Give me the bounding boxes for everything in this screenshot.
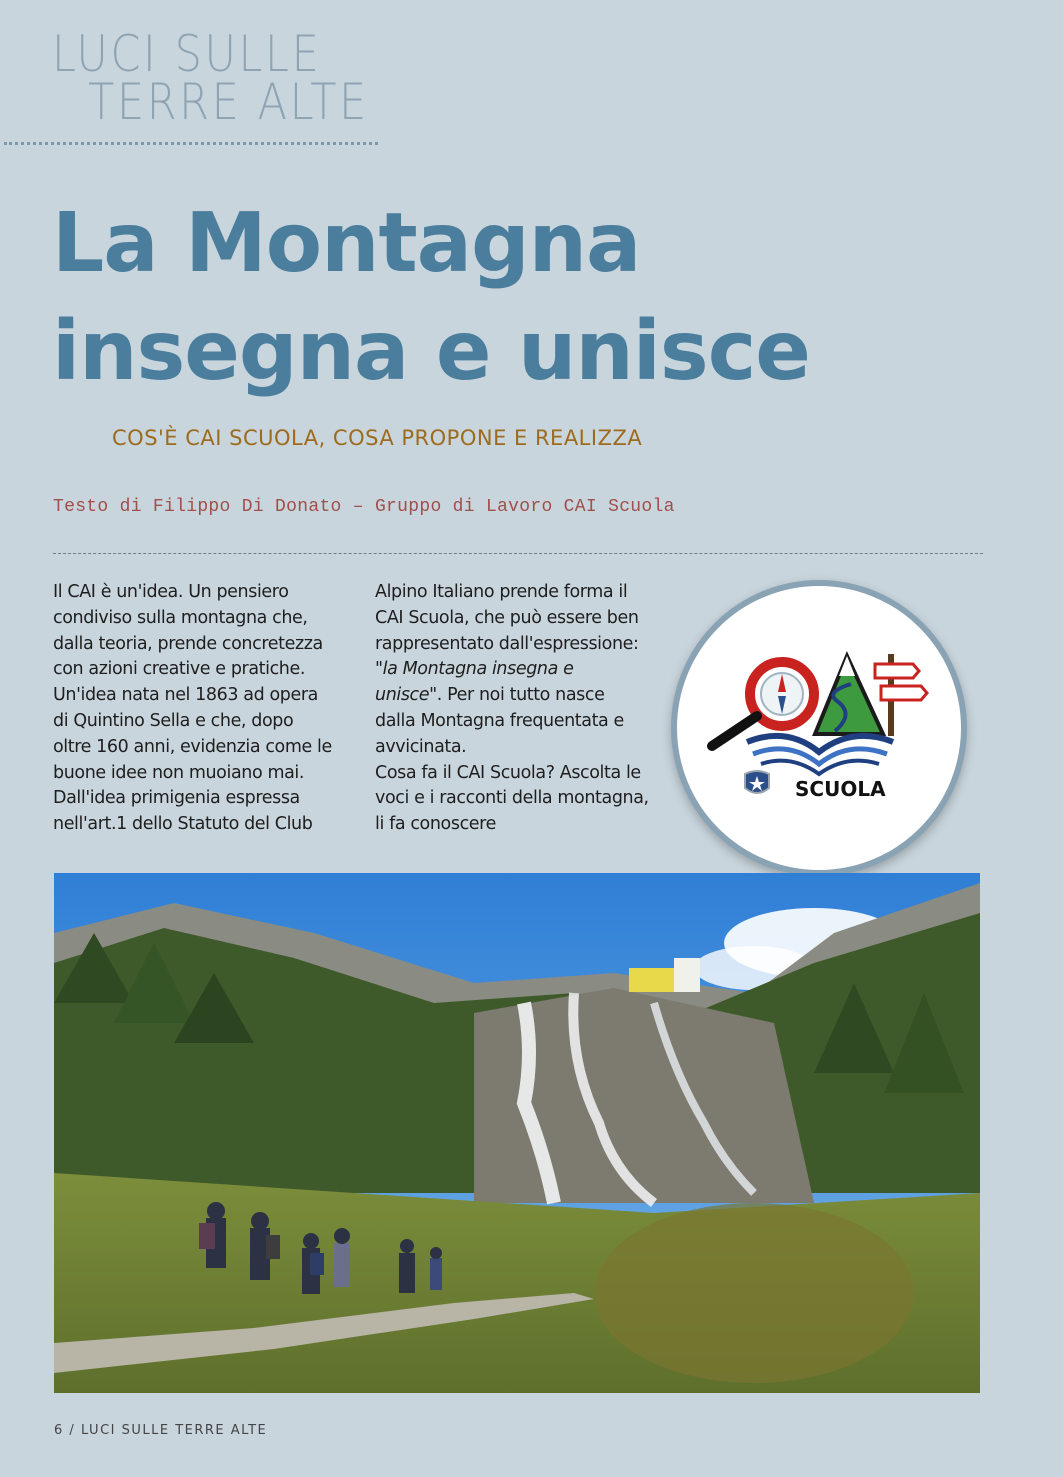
- cai-scuola-logo-graphic: [677, 586, 961, 870]
- cai-scuola-logo: [671, 580, 967, 876]
- body-line: Cosa fa il CAI Scuola? Ascolta le: [375, 762, 641, 783]
- body-line: voci e i racconti della montagna,: [375, 788, 649, 809]
- body-line: Il CAI è un'idea. Un pensiero: [53, 582, 289, 602]
- body-line-rest: ". Per noi tutto nasce: [429, 685, 605, 706]
- body-line: [375, 683, 665, 709]
- body-line: nell'art.1 dello Statuto del Club: [53, 814, 313, 835]
- body-line: dalla Montagna frequentata e: [375, 710, 624, 731]
- dotted-divider: [4, 142, 378, 145]
- magazine-title-line2: TERRE ALTE: [88, 73, 369, 131]
- body-line: di Quintino Sella e che, dopo: [53, 710, 294, 731]
- headline-line2: insegna e unisce: [52, 304, 810, 399]
- body-line: li fa conoscere: [375, 814, 496, 835]
- article-byline: Testo di Filippo Di Donato – Gruppo di Lavoro CAI Scuola: [53, 497, 675, 517]
- body-line: dalla teoria, prende concretezza: [53, 633, 323, 654]
- body-line: rappresentato dall'espressione:: [375, 633, 639, 654]
- headline-line1: La Montagna: [52, 196, 641, 291]
- footer-magazine-name: LUCI SULLE TERRE ALTE: [80, 1423, 268, 1438]
- body-line: buone idee non muoiano mai.: [53, 762, 305, 783]
- body-line: con azioni creative e pratiche.: [53, 659, 306, 680]
- footer-separator: /: [69, 1423, 76, 1438]
- dashed-divider: [53, 553, 983, 554]
- logo-scuola-text: SCUOLA: [795, 777, 886, 801]
- magazine-title: [52, 25, 369, 131]
- article-subtitle: COS'È CAI SCUOLA, COSA PROPONE E REALIZZA: [112, 426, 643, 450]
- body-line: Un'idea nata nel 1863 ad opera: [53, 685, 318, 706]
- body-line: avvicinata.: [375, 736, 467, 757]
- landscape-illustration: [54, 873, 980, 1393]
- body-line: [375, 657, 665, 683]
- body-line: oltre 160 anni, evidenzia come le: [53, 736, 332, 757]
- magazine-title-line1: LUCI SULLE: [52, 25, 322, 83]
- body-line: condiviso sulla montagna che,: [53, 607, 308, 628]
- body-column-2: [375, 580, 665, 838]
- quote-open: ": [375, 659, 383, 680]
- page-footer: [54, 1423, 267, 1438]
- article-headline: [52, 190, 952, 406]
- italic-motto-part1: la Montagna insegna e: [382, 659, 574, 680]
- italic-motto-part2: unisce: [375, 685, 430, 706]
- hero-photo-waterfall-hikers: [54, 873, 980, 1393]
- body-line: CAI Scuola, che può essere ben: [375, 607, 639, 628]
- body-line: Alpino Italiano prende forma il: [375, 582, 628, 602]
- page-number: 6: [54, 1423, 64, 1438]
- body-column-1: [53, 580, 343, 838]
- body-line: Dall'idea primigenia espressa: [53, 788, 300, 809]
